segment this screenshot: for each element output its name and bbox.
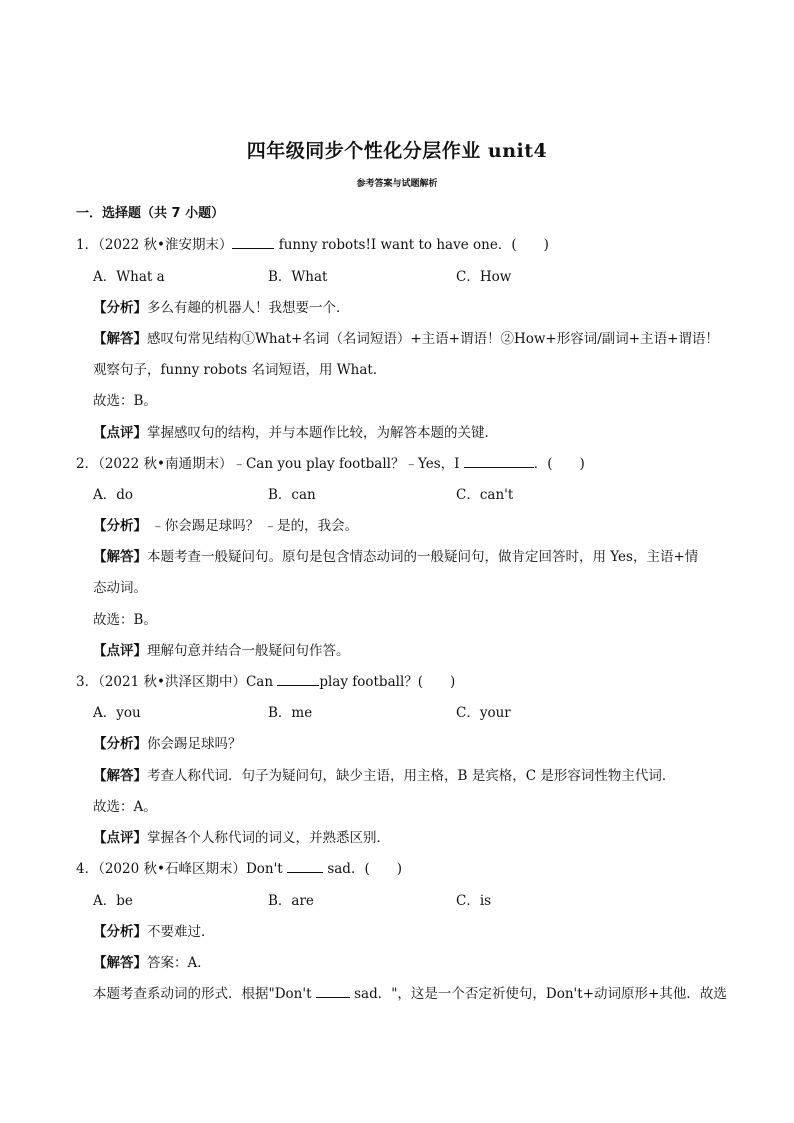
answer-blank <box>287 860 323 873</box>
question-1-answer: 故选：B。 <box>93 393 157 409</box>
question-3-answer: 故选：A。 <box>93 799 157 815</box>
answer-blank <box>316 985 350 998</box>
question-1-analysis: 【分析】多么有趣的机器人！我想要一个． <box>93 300 350 316</box>
question-4-solution-cont: 本题考查系动词的形式．根据"Don't sad．"，这是一个否定祈使句，Don't+动词原形+其他．故选 <box>93 986 727 1002</box>
question-1-comment: 【点评】掌握感叹句的结构，并与本题作比较，为解答本题的关键． <box>93 425 498 441</box>
question-2-option-a: A．do <box>93 487 134 503</box>
question-2-option-c: C．can't <box>456 487 514 503</box>
question-2-analysis: 【分析】 ﹣你会踢足球吗？ ﹣是的，我会。 <box>93 518 359 534</box>
question-2-solution: 【解答】本题考查一般疑问句。原句是包含情态动词的一般疑问句，做肯定回答时，用 Yes，主语+情 <box>93 549 699 565</box>
question-3-stem: 3．（2021 秋•洪泽区期中）Can play football？( ) <box>76 674 456 690</box>
question-2-comment: 【点评】理解句意并结合一般疑问句作答。 <box>93 643 350 659</box>
answer-blank <box>232 236 274 249</box>
question-4-option-b: B．are <box>268 893 314 909</box>
question-1-stem: 1．（2022 秋•淮安期末） funny robots!I want to have one．( ) <box>76 237 549 253</box>
section-heading: 一．选择题（共 7 小题） <box>76 206 225 221</box>
question-2-option-b: B．can <box>268 487 316 503</box>
document-title: 四年级同步个性化分层作业 unit4 <box>246 140 548 162</box>
question-3-solution: 【解答】考查人称代词．句子为疑问句，缺少主语，用主格，B 是宾格，C 是形容词性物主代词． <box>93 768 676 784</box>
question-4-solution: 【解答】答案：A． <box>93 955 211 971</box>
question-1-solution-cont: 观察句子，funny robots 名词短语，用 What． <box>93 362 387 378</box>
question-4-analysis: 【分析】不要难过． <box>93 924 215 940</box>
question-4-option-a: A．be <box>93 893 133 909</box>
question-2-solution-cont: 态动词。 <box>93 580 147 596</box>
question-2-answer: 故选：B。 <box>93 612 157 628</box>
question-3-option-b: B．me <box>268 705 313 721</box>
question-1-option-a: A．What a <box>93 269 165 285</box>
question-3-comment: 【点评】掌握各个人称代词的词义，并熟悉区别． <box>93 830 390 846</box>
answer-blank <box>277 673 319 686</box>
question-3-option-c: C．your <box>456 705 511 721</box>
question-1-option-b: B．What <box>268 269 328 285</box>
question-3-analysis: 【分析】你会踢足球吗？ <box>93 736 242 752</box>
answer-blank <box>464 455 534 468</box>
question-1-solution: 【解答】感叹句常见结构①What+名词（名词短语）+主语+谓语！②How+形容词/副词+主语+谓语！ <box>93 331 719 347</box>
question-1-option-c: C．How <box>456 269 512 285</box>
question-4-stem: 4．（2020 秋•石峰区期末）Don't sad．( ) <box>76 861 402 877</box>
question-3-option-a: A．you <box>93 705 141 721</box>
question-4-option-c: C．is <box>456 893 492 909</box>
document-subtitle: 参考答案与试题解析 <box>356 179 438 189</box>
question-2-stem: 2．（2022 秋•南通期末）﹣Can you play football？﹣Yes，I ．( ) <box>76 456 585 472</box>
